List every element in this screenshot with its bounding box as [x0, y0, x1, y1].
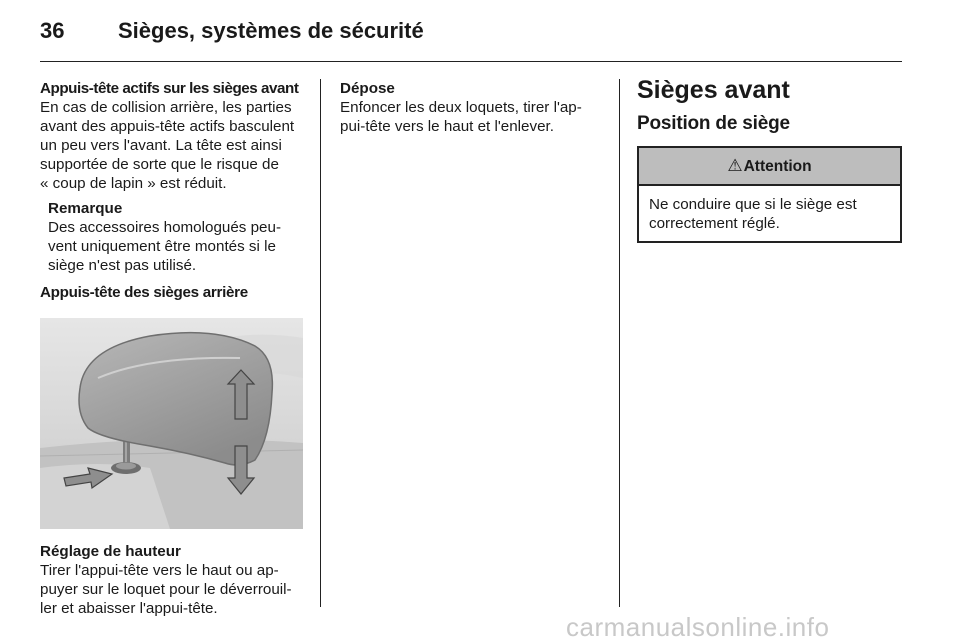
- text-line: Enfoncer les deux loquets, tirer l'ap-: [340, 99, 582, 116]
- warning-title: Attention: [743, 158, 812, 175]
- text-line: vent uniquement être montés si le: [48, 238, 276, 255]
- heading-height-adjustment: Réglage de hauteur: [40, 543, 181, 560]
- subsection-seat-position: Position de siège: [637, 113, 790, 134]
- column-3: [637, 76, 902, 243]
- text-line: « coup de lapin » est réduit.: [40, 175, 227, 192]
- warning-header: [639, 148, 900, 186]
- text-line: supportée de sorte que le risque de: [40, 156, 279, 173]
- note-title: Remarque: [48, 200, 123, 217]
- column-2: [340, 79, 602, 136]
- text-line: ler et abaisser l'appui-tête.: [40, 600, 218, 617]
- heading-active-headrests: Appuis-tête actifs sur les sièges avant: [40, 80, 299, 97]
- page-number: 36: [40, 18, 65, 43]
- text-line: siège n'est pas utilisé.: [48, 257, 197, 274]
- text-line: Des accessoires homologués peu-: [48, 219, 281, 236]
- warning-box: [637, 146, 902, 243]
- column-divider-2: [619, 79, 620, 607]
- paragraph-active-headrests: [40, 98, 304, 193]
- text-line: correctement réglé.: [649, 215, 780, 232]
- watermark: carmanualsonline.info: [566, 612, 830, 642]
- text-line: Tirer l'appui-tête vers le haut ou ap-: [40, 562, 279, 579]
- warning-body: [639, 186, 900, 241]
- page-header: [40, 18, 902, 58]
- rear-headrest-illustration: [40, 318, 303, 529]
- column-divider-1: [320, 79, 321, 607]
- text-line: En cas de collision arrière, les parties: [40, 99, 292, 116]
- section-title-front-seats: Sièges avant: [637, 76, 790, 104]
- heading-removal: Dépose: [340, 80, 395, 97]
- warning-triangle-icon: ⚠: [727, 156, 743, 175]
- note-block: [48, 199, 304, 275]
- column-1: [40, 79, 304, 618]
- text-line: puyer sur le loquet pour le déverrouil-: [40, 581, 292, 598]
- text-line: pui-tête vers le haut et l'enlever.: [340, 118, 554, 135]
- header-divider: [40, 61, 902, 62]
- heading-rear-headrests: Appuis-tête des sièges arrière: [40, 284, 248, 301]
- height-adjustment-block: [40, 542, 304, 618]
- text-line: un peu vers l'avant. La tête est ainsi: [40, 137, 282, 154]
- text-line: Ne conduire que si le siège est: [649, 196, 857, 213]
- page-title: Sièges, systèmes de sécurité: [118, 18, 424, 43]
- text-line: avant des appuis-tête actifs basculent: [40, 118, 295, 135]
